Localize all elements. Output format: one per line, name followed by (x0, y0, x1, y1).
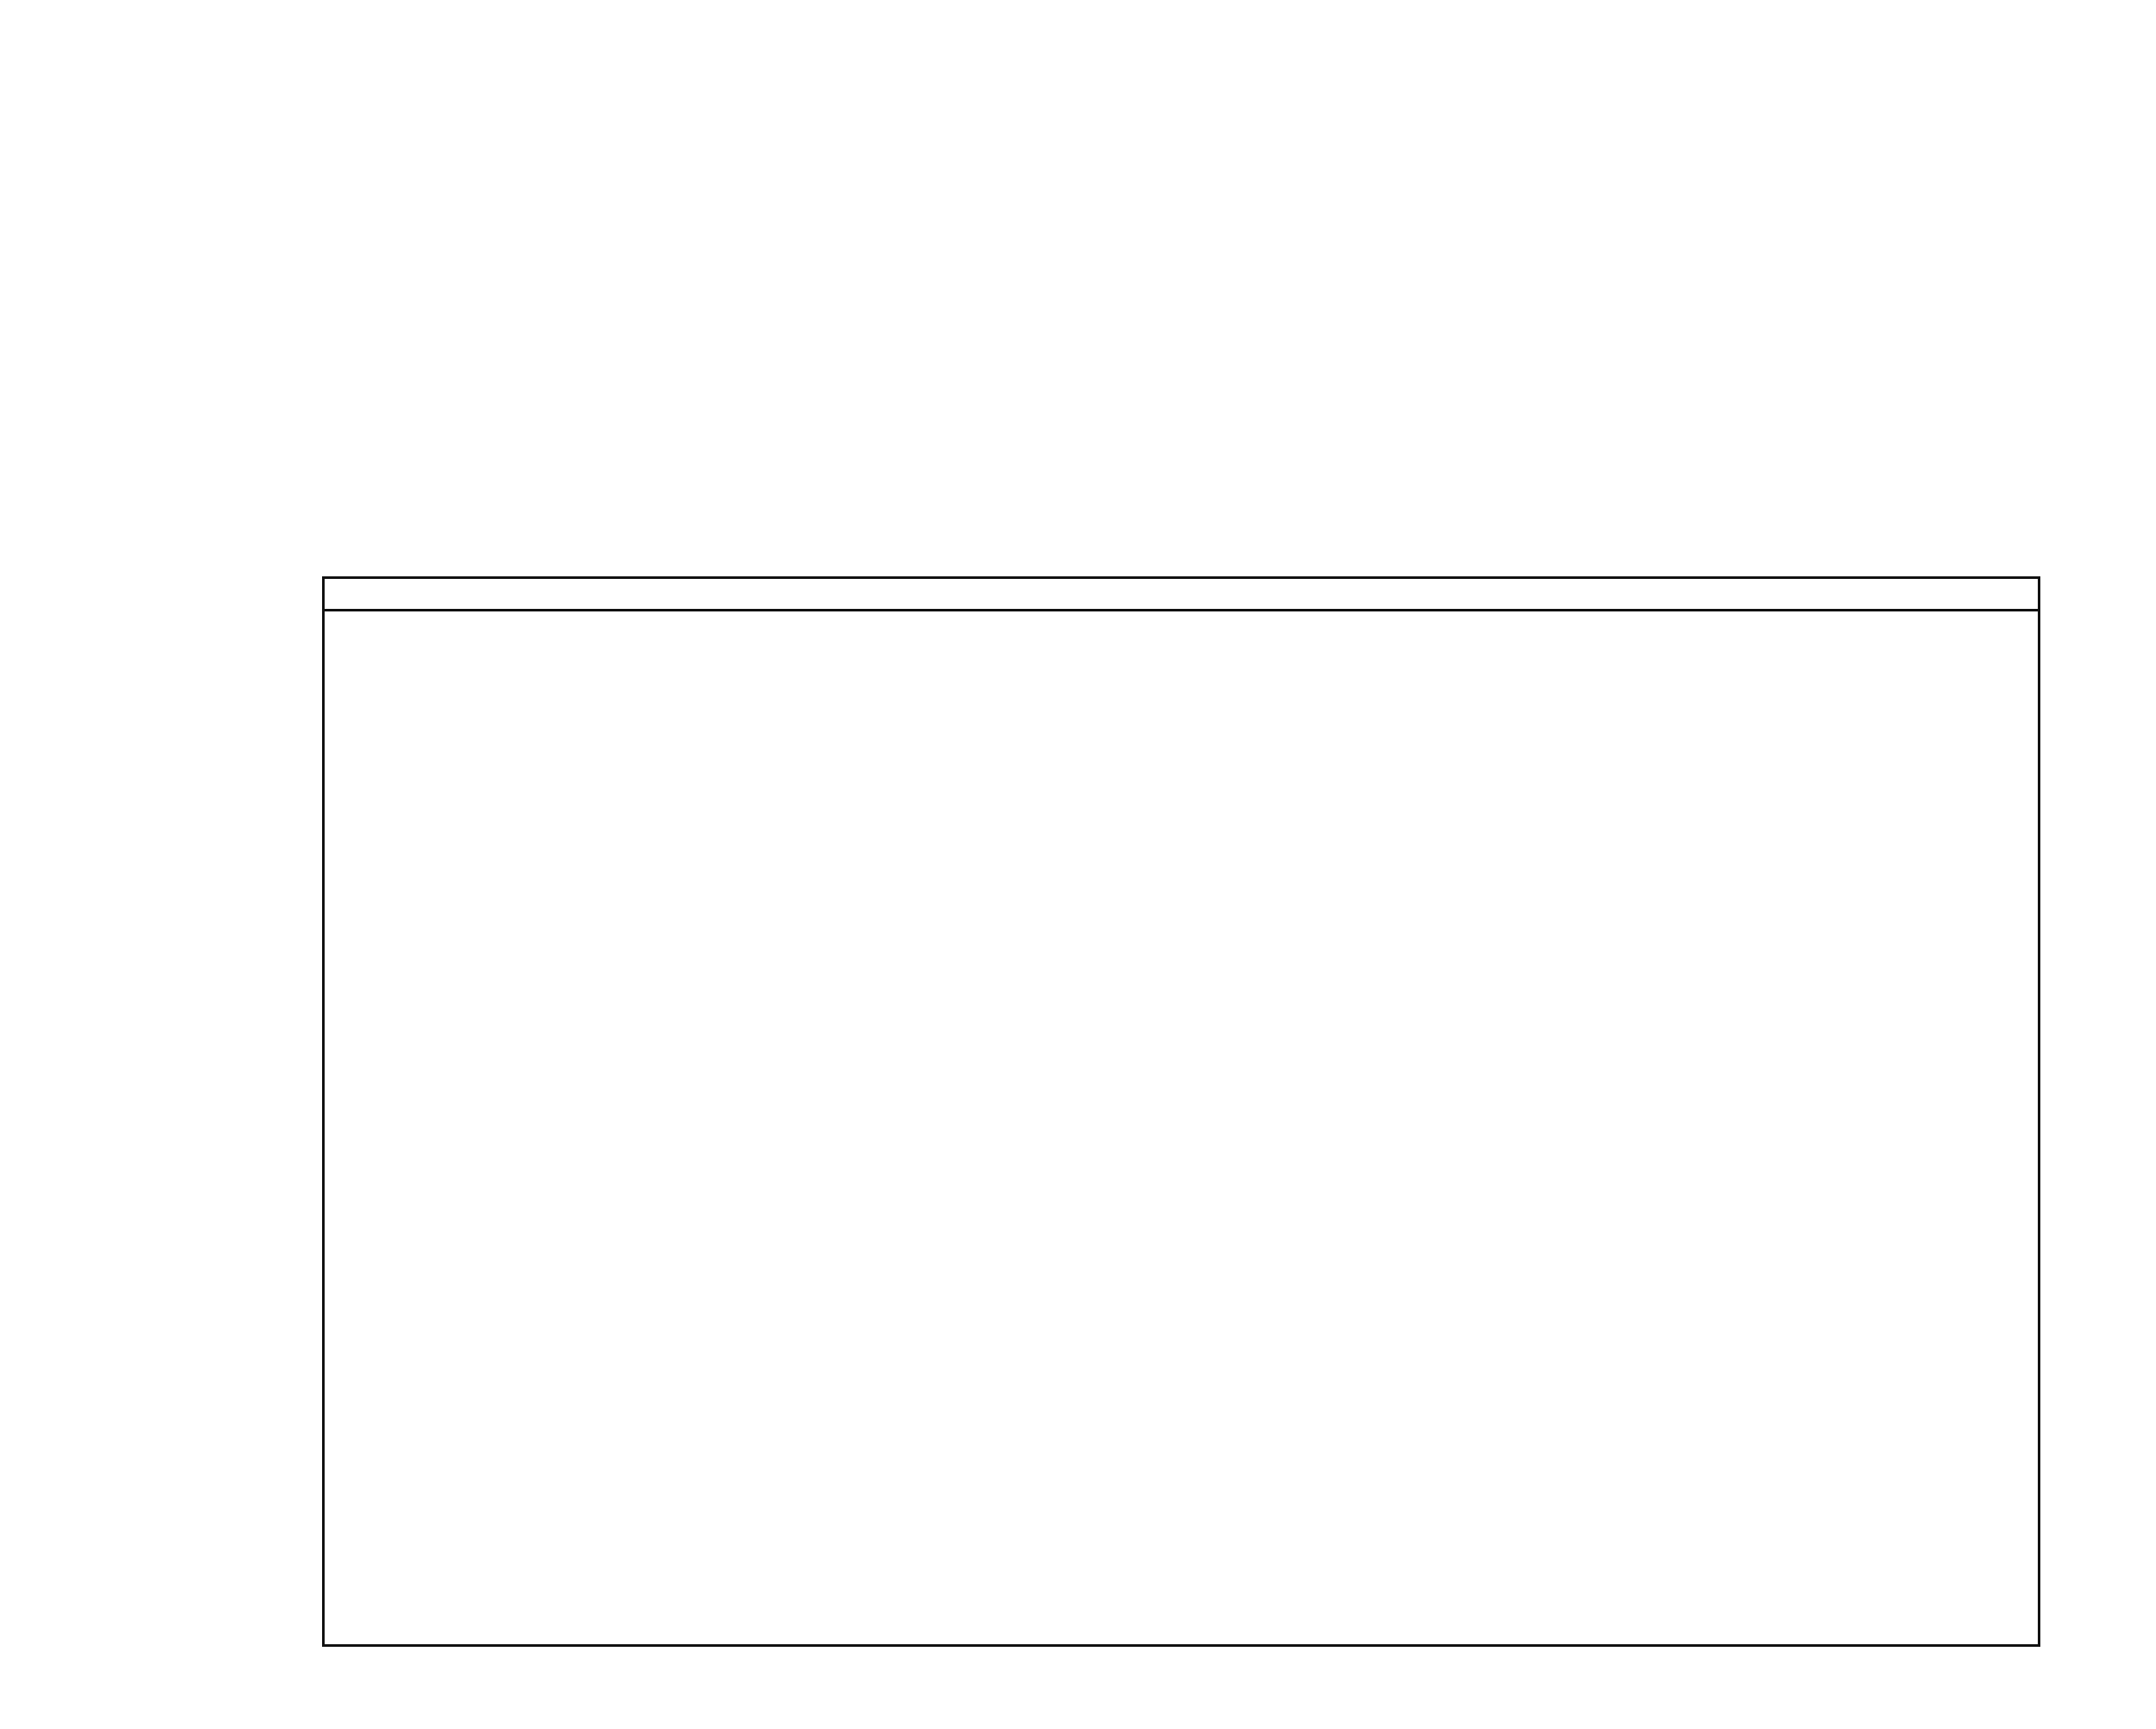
table-header-row (325, 579, 2038, 611)
soil-classification-table (322, 576, 2040, 1647)
